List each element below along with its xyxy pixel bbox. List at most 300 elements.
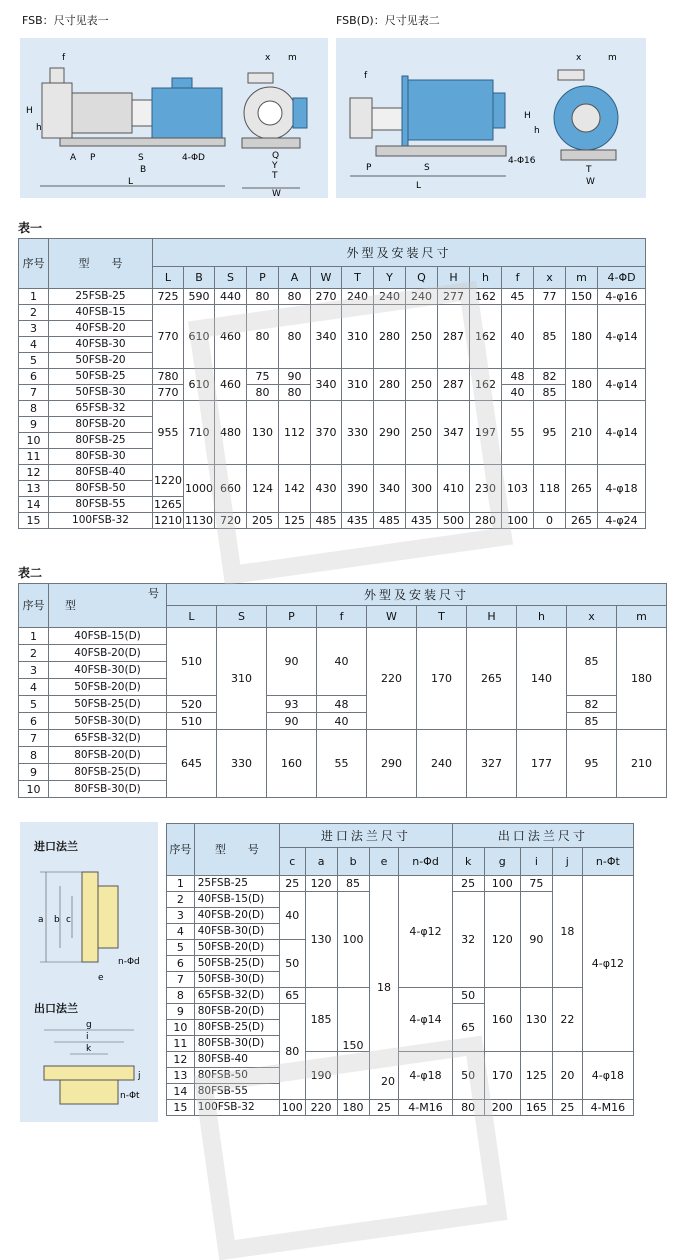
dim-m: m <box>288 53 297 63</box>
col-m: m <box>566 267 598 289</box>
dim-f: f <box>364 71 368 81</box>
cell: 40FSB-15(D) <box>194 892 279 908</box>
col-S: S <box>217 606 267 628</box>
cell: 240 <box>406 289 438 305</box>
cell: 82 <box>534 369 566 385</box>
cell: 40FSB-30 <box>49 337 153 353</box>
cell: 90 <box>267 713 317 730</box>
col-L: L <box>167 606 217 628</box>
cell: 75 <box>247 369 279 385</box>
cell: 4-M16 <box>582 1100 633 1116</box>
col-h: h <box>517 606 567 628</box>
cell: 9 <box>167 1004 195 1020</box>
cell: 177 <box>517 730 567 798</box>
cell: 8 <box>19 747 49 764</box>
col-j: j <box>552 848 582 876</box>
dim-B: B <box>140 165 147 175</box>
pump-drawing-fsbd <box>336 38 646 198</box>
col-T: T <box>342 267 374 289</box>
col-h: h <box>470 267 502 289</box>
cell: 180 <box>337 1100 369 1116</box>
cell: 80FSB-30(D) <box>194 1036 279 1052</box>
cell: 50FSB-25 <box>49 369 153 385</box>
col-4D: 4-ΦD <box>598 267 646 289</box>
cell: 40 <box>317 713 367 730</box>
cell: 118 <box>534 465 566 513</box>
cell: 205 <box>247 513 279 529</box>
dim-Y: Y <box>272 161 278 171</box>
cell: 250 <box>406 369 438 401</box>
cell: 340 <box>311 369 342 401</box>
cell: 1265 <box>154 498 182 511</box>
cell: 162 <box>470 369 502 401</box>
cell: 162 <box>470 289 502 305</box>
col-model: 型 号 <box>49 239 153 289</box>
caption-fsbd: FSB(D)：尺寸见表二 <box>336 14 440 27</box>
cell: 100 <box>484 876 520 892</box>
col-outlet-group: 出口法兰尺寸 <box>452 824 633 848</box>
cell: 125 <box>279 513 311 529</box>
table-row <box>19 696 667 713</box>
table2-model-suffix: 号 <box>148 587 159 600</box>
cell: 165 <box>520 1100 552 1116</box>
cell: 25 <box>369 1100 399 1116</box>
cell: 5 <box>19 353 49 369</box>
cell: 40FSB-20(D) <box>49 645 167 662</box>
flange-panel <box>20 822 158 1122</box>
cell: 4-φ24 <box>598 513 646 529</box>
table-row <box>167 876 634 892</box>
dim-x: x <box>265 53 271 63</box>
cell: 327 <box>467 730 517 798</box>
cell: 40FSB-20 <box>49 321 153 337</box>
table2-label: 表二 <box>18 566 43 580</box>
cell: 80FSB-20(D) <box>194 1004 279 1020</box>
col-H: H <box>467 606 517 628</box>
cell: 50 <box>452 988 484 1004</box>
diagram-fsb <box>20 38 328 198</box>
cell: 40FSB-30(D) <box>49 662 167 679</box>
cell: 90 <box>267 628 317 696</box>
cell: 25FSB-25 <box>49 289 153 305</box>
col-nd: n-Φd <box>399 848 452 876</box>
cell: 40 <box>502 305 534 369</box>
table-row <box>19 713 667 730</box>
cell: 15 <box>167 1100 195 1116</box>
table-row <box>167 1052 634 1068</box>
dim-A: A <box>70 153 77 163</box>
cell: 347 <box>438 401 470 465</box>
cell: 290 <box>374 401 406 465</box>
dim-i: i <box>86 1032 89 1042</box>
col-inlet-group: 进口法兰尺寸 <box>280 824 453 848</box>
table-row <box>19 401 646 417</box>
cell: 80 <box>452 1100 484 1116</box>
cell: 460 <box>215 369 247 401</box>
cell: 2 <box>167 892 195 908</box>
dim-H: H <box>26 106 33 116</box>
cell: 7 <box>19 385 49 401</box>
cell: 40FSB-15(D) <box>49 628 167 645</box>
cell: 4 <box>167 924 195 940</box>
dim-e: e <box>98 973 104 983</box>
col-seq: 序号 <box>167 824 195 876</box>
dim-f: f <box>62 53 66 63</box>
cell: 80 <box>247 289 279 305</box>
cell: 50FSB-20(D) <box>194 940 279 956</box>
cell: 290 <box>367 730 417 798</box>
dim-H: H <box>524 111 531 121</box>
table3 <box>166 823 634 1116</box>
dim-h: h <box>534 126 540 136</box>
cell: 4-φ18 <box>582 1052 633 1100</box>
cell: 10 <box>19 781 49 798</box>
cell: 14 <box>167 1084 195 1100</box>
cell: 170 <box>484 1052 520 1100</box>
cell: 500 <box>438 513 470 529</box>
table-row <box>167 1100 634 1116</box>
cell: 80FSB-55 <box>194 1084 279 1100</box>
cell: 6 <box>19 369 49 385</box>
cell: 12 <box>167 1052 195 1068</box>
cell: 130 <box>247 401 279 465</box>
cell: 510 <box>167 713 217 730</box>
cell: 4-φ14 <box>598 401 646 465</box>
cell: 180 <box>617 628 667 730</box>
col-e: e <box>369 848 399 876</box>
col-i: i <box>520 848 552 876</box>
cell: 80 <box>279 385 311 401</box>
cell: 32 <box>452 892 484 988</box>
cell: 2 <box>19 305 49 321</box>
cell: 11 <box>19 449 49 465</box>
cell: 240 <box>342 289 374 305</box>
cell: 112 <box>279 401 311 465</box>
cell: 50 <box>452 1052 484 1100</box>
cell: 45 <box>502 289 534 305</box>
cell: 80 <box>247 305 279 369</box>
cell: 80FSB-20 <box>49 417 153 433</box>
cell: 120 <box>305 876 337 892</box>
dim-L: L <box>416 181 422 191</box>
caption-fsb: FSB：尺寸见表一 <box>22 14 109 27</box>
cell: 50FSB-30(D) <box>194 972 279 988</box>
cell: 3 <box>19 662 49 679</box>
cell: 1 <box>19 628 49 645</box>
cell: 4 <box>19 337 49 353</box>
col-P: P <box>267 606 317 628</box>
cell: 50FSB-25(D) <box>194 956 279 972</box>
cell: 6 <box>19 713 49 730</box>
dim-S: S <box>138 153 144 163</box>
cell: 410 <box>438 465 470 513</box>
table-row <box>19 730 667 747</box>
col-T: T <box>417 606 467 628</box>
cell: 1000 <box>184 465 215 513</box>
cell: 4-φ18 <box>598 465 646 513</box>
cell: 125 <box>520 1052 552 1100</box>
col-B: B <box>184 267 215 289</box>
cell: 1 <box>167 876 195 892</box>
cell: 9 <box>19 764 49 781</box>
cell: 25FSB-25 <box>194 876 279 892</box>
cell: 485 <box>374 513 406 529</box>
cell: 265 <box>467 628 517 730</box>
cell: 13 <box>19 481 49 497</box>
cell: 14 <box>19 497 49 513</box>
cell: 90 <box>279 369 311 385</box>
cell: 95 <box>534 401 566 465</box>
cell: 95 <box>567 730 617 798</box>
cell: 5 <box>19 696 49 713</box>
cell: 460 <box>215 305 247 369</box>
col-f: f <box>502 267 534 289</box>
cell: 15 <box>19 513 49 529</box>
dim-T: T <box>586 165 592 175</box>
cell: 510 <box>167 628 217 696</box>
cell: 124 <box>247 465 279 513</box>
cell: 240 <box>417 730 467 798</box>
cell: 160 <box>267 730 317 798</box>
cell: 85 <box>534 385 566 401</box>
cell: 80 <box>279 289 311 305</box>
cell: 310 <box>217 628 267 730</box>
col-S: S <box>215 267 247 289</box>
cell: 82 <box>567 696 617 713</box>
col-g: g <box>484 848 520 876</box>
outlet-flange-drawing <box>20 1016 158 1122</box>
cell: 25 <box>280 876 306 892</box>
cell: 287 <box>438 369 470 401</box>
cell: 185 <box>305 988 337 1052</box>
cell: 50 <box>280 940 306 988</box>
cell: 4-φ18 <box>399 1052 452 1100</box>
cell: 50FSB-20(D) <box>49 679 167 696</box>
cell: 18 <box>369 876 399 1100</box>
cell: 80FSB-50 <box>49 481 153 497</box>
cell: 48 <box>317 696 367 713</box>
cell: 100FSB-32 <box>49 513 153 529</box>
cell: 80 <box>280 1004 306 1100</box>
dim-W: W <box>586 177 595 187</box>
cell: 40FSB-30(D) <box>194 924 279 940</box>
cell: 10 <box>167 1020 195 1036</box>
cell: 287 <box>438 305 470 369</box>
col-L: L <box>153 267 184 289</box>
col-seq: 序号 <box>19 239 49 289</box>
table-row <box>19 289 646 305</box>
cell: 100 <box>502 513 534 529</box>
cell: 40 <box>502 385 534 401</box>
cell: 10 <box>19 433 49 449</box>
cell: 480 <box>215 401 247 465</box>
cell: 4-φ12 <box>582 876 633 1052</box>
cell: 4-φ12 <box>399 876 452 988</box>
cell: 65 <box>452 1004 484 1052</box>
cell: 710 <box>184 401 215 465</box>
cell: 40FSB-20(D) <box>194 908 279 924</box>
cell: 2 <box>19 645 49 662</box>
cell: 120 <box>484 892 520 988</box>
pump-drawing-fsb <box>20 38 328 198</box>
cell: 435 <box>342 513 374 529</box>
cell: 4-M16 <box>399 1100 452 1116</box>
cell: 4-φ14 <box>598 305 646 369</box>
dim-b: b <box>54 915 60 925</box>
col-group: 外型及安装尺寸 <box>153 239 646 267</box>
col-A: A <box>279 267 311 289</box>
cell: 200 <box>484 1100 520 1116</box>
cell: 330 <box>342 401 374 465</box>
col-c: c <box>280 848 306 876</box>
e-20-value: 20 <box>381 1075 395 1088</box>
cell: 770 <box>153 385 184 401</box>
cell: 50FSB-30(D) <box>49 713 167 730</box>
cell: 7 <box>167 972 195 988</box>
dim-a: a <box>38 915 44 925</box>
cell: 5 <box>167 940 195 956</box>
cell: 4-φ14 <box>399 988 452 1052</box>
cell: 277 <box>438 289 470 305</box>
col-group: 外型及安装尺寸 <box>167 584 667 606</box>
cell: 80FSB-40 <box>49 465 153 481</box>
cell: 430 <box>311 465 342 513</box>
cell: 0 <box>534 513 566 529</box>
cell: 75 <box>520 876 552 892</box>
cell: 40FSB-15 <box>49 305 153 321</box>
dim-P: P <box>90 153 96 163</box>
cell: 80FSB-25(D) <box>49 764 167 781</box>
col-k: k <box>452 848 484 876</box>
dim-k: k <box>86 1044 92 1054</box>
cell: 780 <box>153 369 184 385</box>
cell: 210 <box>566 401 598 465</box>
cell: 85 <box>567 628 617 696</box>
cell: 250 <box>406 401 438 465</box>
cell: 80FSB-20(D) <box>49 747 167 764</box>
cell: 180 <box>566 369 598 401</box>
cell: 280 <box>374 369 406 401</box>
outlet-flange-title: 出口法兰 <box>34 1002 78 1015</box>
cell: 190 <box>305 1052 337 1100</box>
cell: 610 <box>184 369 215 401</box>
cell: 12 <box>19 465 49 481</box>
cell: 85 <box>337 876 369 892</box>
cell: 240 <box>374 289 406 305</box>
col-model: 型 <box>49 584 167 628</box>
dim-m: m <box>608 53 617 63</box>
cell: 25 <box>452 876 484 892</box>
cell: 220 <box>305 1100 337 1116</box>
cell: 93 <box>267 696 317 713</box>
cell: 330 <box>217 730 267 798</box>
cell: 50FSB-25(D) <box>49 696 167 713</box>
cell: 80FSB-25(D) <box>194 1020 279 1036</box>
col-nt: n-Φt <box>582 848 633 876</box>
cell: 140 <box>517 628 567 730</box>
col-H: H <box>438 267 470 289</box>
cell: 150 <box>566 289 598 305</box>
cell: 6 <box>167 956 195 972</box>
cell: 80 <box>279 305 311 369</box>
table-row <box>167 988 634 1004</box>
col-b: b <box>337 848 369 876</box>
col-model: 型 号 <box>194 824 279 876</box>
cell: 85 <box>567 713 617 730</box>
cell: 370 <box>311 401 342 465</box>
cell: 103 <box>502 465 534 513</box>
col-x: x <box>567 606 617 628</box>
col-f: f <box>317 606 367 628</box>
table-row <box>19 628 667 645</box>
cell: 7 <box>19 730 49 747</box>
cell: 590 <box>184 289 215 305</box>
cell: 9 <box>19 417 49 433</box>
cell: 85 <box>534 305 566 369</box>
cell: 230 <box>470 465 502 513</box>
dim-nd: n-Φd <box>118 957 140 967</box>
cell: 130 <box>305 892 337 988</box>
table-row <box>19 369 646 385</box>
cell: 1 <box>19 289 49 305</box>
cell: 48 <box>502 369 534 385</box>
table2 <box>18 583 667 798</box>
cell: 80FSB-40 <box>194 1052 279 1068</box>
cell: 485 <box>311 513 342 529</box>
cell: 13 <box>167 1068 195 1084</box>
cell: 80FSB-30(D) <box>49 781 167 798</box>
cell: 770 <box>153 305 184 369</box>
dim-h: h <box>36 123 42 133</box>
dim-4-16: 4-Φ16 <box>508 156 536 166</box>
cell: 65FSB-32(D) <box>194 988 279 1004</box>
cell: 150 <box>337 988 369 1052</box>
dim-L: L <box>128 177 134 187</box>
cell <box>337 1052 369 1100</box>
cell: 100FSB-32 <box>194 1100 279 1116</box>
cell: 340 <box>311 305 342 369</box>
dim-c: c <box>66 915 71 925</box>
cell: 100 <box>280 1100 306 1116</box>
cell: 250 <box>406 305 438 369</box>
cell: 160 <box>484 988 520 1052</box>
cell: 645 <box>167 730 217 798</box>
dim-x: x <box>576 53 582 63</box>
col-P: P <box>247 267 279 289</box>
cell: 180 <box>566 305 598 369</box>
cell: 170 <box>417 628 467 730</box>
cell: 50FSB-20 <box>49 353 153 369</box>
cell: 340 <box>374 465 406 513</box>
cell: 300 <box>406 465 438 513</box>
cell: 20 <box>552 1052 582 1100</box>
col-m: m <box>617 606 667 628</box>
cell: 3 <box>167 908 195 924</box>
cell: 4 <box>19 679 49 696</box>
cell: 162 <box>470 305 502 369</box>
cell: 3 <box>19 321 49 337</box>
col-W: W <box>367 606 417 628</box>
cell: 130 <box>520 988 552 1052</box>
cell: 280 <box>374 305 406 369</box>
cell: 77 <box>534 289 566 305</box>
col-x: x <box>534 267 566 289</box>
cell: 310 <box>342 305 374 369</box>
cell: 40 <box>280 892 306 940</box>
cell: 955 <box>153 401 184 465</box>
cell: 80FSB-30 <box>49 449 153 465</box>
dim-nt: n-Φt <box>120 1091 140 1101</box>
